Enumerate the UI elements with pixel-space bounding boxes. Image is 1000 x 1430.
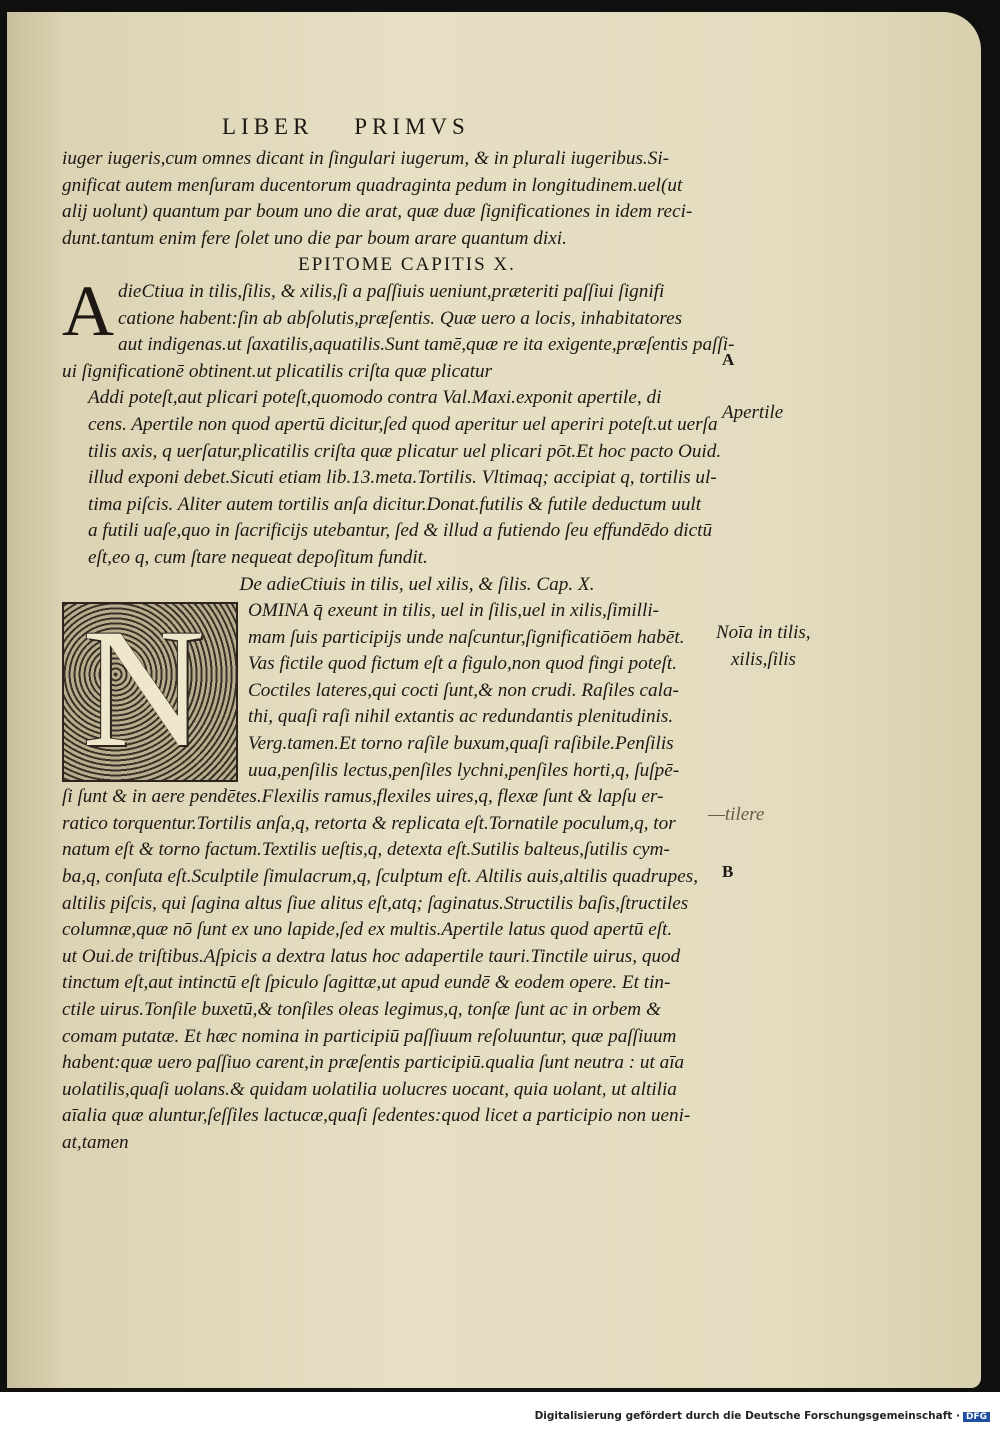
text-line: ui ſignificationē obtinent.ut plicatilis criſta quæ plicatur: [62, 360, 493, 382]
margin-note-noia-2: xilis,ſilis: [731, 649, 796, 670]
text-line: comam putatæ. Et hæc nomina in participiū paſſiuum reſoluuntur, quæ paſſiuum: [62, 1025, 677, 1047]
text-line: a futili uaſe,quo in ſacrificijs utebantur, ſed & illud a futiendo ſeu effundēdo dictū: [88, 520, 713, 542]
text-line: Vas fictile quod fictum eſt a figulo,non quod fingi poteſt.: [248, 653, 678, 675]
text-line: ctile uirus.Tonſile buxetū,& tonſiles oleas legimus,q, tonſæ ſunt ac in orbem &: [62, 999, 661, 1020]
text-line: ſi ſunt & in aere pendētes.Flexilis ramus,flexiles uires,q, flexæ ſunt & lapſu er-: [62, 786, 664, 808]
text-line: at,tamen: [62, 1131, 129, 1153]
text-line: tinctum eſt,aut intinctū eſt ſpiculo ſagittæ,ut apud eundē & eodem opere. Et tin-: [62, 972, 671, 994]
footer-credit: [535, 1410, 990, 1422]
text-line: Coctiles lateres,qui cocti ſunt,& non crudi. Raſiles cala-: [248, 679, 679, 701]
epitome-title: EPITOME CAPITIS X.: [298, 254, 516, 276]
main-text: [62, 146, 735, 1157]
text-line: ut Oui.de triſtibus.Aſpicis a dextra latus hoc adapertile tauri.Tinctile uirus, quod: [62, 945, 681, 967]
text-line: Verg.tamen.Et torno raſile buxum,quaſi raſibile.Penſilis: [248, 733, 674, 755]
running-header: LIBER PRIMVS: [222, 114, 470, 139]
text-line: columnæ,quæ nō ſunt ex uno lapide,ſed ex multis.Apertile latus quod apertū eſt.: [62, 919, 673, 941]
text-line: catione habent:ſin ab abſolutis,præſentis. Quæ uero a locis, inhabitatores: [118, 307, 683, 329]
margin-letter-a: A: [722, 350, 735, 369]
text-line: cens. Apertile non quod apertū dicitur,ſed quod aperitur uel aperiri poteſt.ut uerſa: [88, 413, 718, 435]
chapter-paragraph: [62, 594, 712, 1156]
text-line: tilis axis, q uerſatur,plicatilis criſta quæ plicatur uel plicari pōt.Et hoc pacto Ouid.: [88, 440, 722, 462]
handwritten-note: —tilere: [708, 804, 765, 825]
dfg-logo: DFG: [963, 1412, 990, 1422]
margin-letter-b: B: [722, 862, 734, 881]
text-line: illud exponi debet.Sicuti etiam lib.13.meta.Tortilis. Vltimaq; accipiat q, tortilis ul-: [88, 467, 717, 489]
commentary-paragraph: [62, 385, 722, 571]
epitome-paragraph: [62, 270, 735, 385]
text-line: altilis piſcis, qui ſagina altus ſiue alitus eſt,atq; ſaginatus.Structilis baſis,ſtructiles: [62, 892, 689, 914]
text-line: mam ſuis participijs unde naſcuntur,ſignificatiōem habēt.: [248, 626, 685, 648]
text-line: iuger iugeris,cum omnes dicant in ſingulari iugerum, & in plurali iugeribus.Si-: [62, 148, 670, 169]
text-line: natum eſt & torno factum.Textilis ueſtis,q, detexta eſt.Sutilis balteus,ſutilis cym-: [62, 839, 670, 861]
text-line: OMINA q̄ exeunt in tilis, uel in ſilis,uel in xilis,ſimilli-: [248, 600, 660, 622]
text-line: uua,penſilis lectus,penſiles lychni,penſiles horti,q, ſuſpē-: [248, 759, 680, 781]
text-line: dieCtiua in tilis,ſilis, & xilis,ſi a paſſiuis ueniunt,præteriti paſſiui ſignifi: [118, 280, 665, 302]
top-paragraph: [62, 146, 712, 252]
text-line: ratico torquentur.Tortilis anſa,q, retorta & replicata eſt.Tornatile poculum,q, tor: [62, 812, 676, 834]
text-line: alij uolunt) quantum par boum uno die arat, quæ duæ ſignificationes in idem reci-: [62, 201, 693, 223]
text-line: aīalia quæ aluntur,ſeſſiles lactucæ,quaſi ſedentes:quod licet a participio non ueni-: [62, 1105, 691, 1127]
text-line: tima piſcis. Aliter autem tortilis anſa dicitur.Donat.futilis & futile deductum uult: [88, 493, 702, 515]
footer-text: Digitalisierung gefördert durch die Deutsche Forschungsgemeinschaft ·: [534, 1410, 960, 1422]
text-line: habent:quæ uero paſſiuo carent,in præſentis participiū.qualia ſunt neutra : ut aīa: [62, 1052, 685, 1074]
margin-note-apertile: Apertile: [722, 402, 784, 423]
ornamental-initial-n: N: [62, 602, 238, 782]
chapter-title: De adieCtiuis in tilis, uel xilis, & ſilis. Cap. X.: [239, 573, 595, 595]
margin-note-noia-1: Noīa in tilis,: [716, 622, 811, 643]
text-line: dunt.tantum enim fere ſolet uno die par boum arare quantum dixi.: [62, 227, 567, 249]
text-line: Addi poteſt,aut plicari poteſt,quomodo contra Val.Maxi.exponit apertile, di: [88, 387, 662, 409]
text-line: ba,q, conſuta eſt.Sculptile ſimulacrum,q, ſculptum eſt. Altilis auis,altilis quadrupes,: [62, 866, 698, 888]
text-line: aut indigenas.ut ſaxatilis,aquatilis.Sunt tamē,quæ re ita exigente,præſentis paſſi-: [118, 334, 735, 356]
text-line: uolatilis,quaſi uolans.& quidam uolatilia uolucres uocant, quia uolant, ut altilia: [62, 1078, 677, 1100]
drop-capital-a: A: [62, 270, 114, 351]
text-line: gnificat autem menſuram ducentorum quadraginta pedum in longitudinem.uel(ut: [62, 174, 683, 196]
text-line: eſt,eo q, cum ſtare nequeat depoſitum fundit.: [88, 546, 428, 568]
text-line: thi, quaſi raſi nihil extantis ac redundantis plenitudinis.: [248, 706, 674, 728]
